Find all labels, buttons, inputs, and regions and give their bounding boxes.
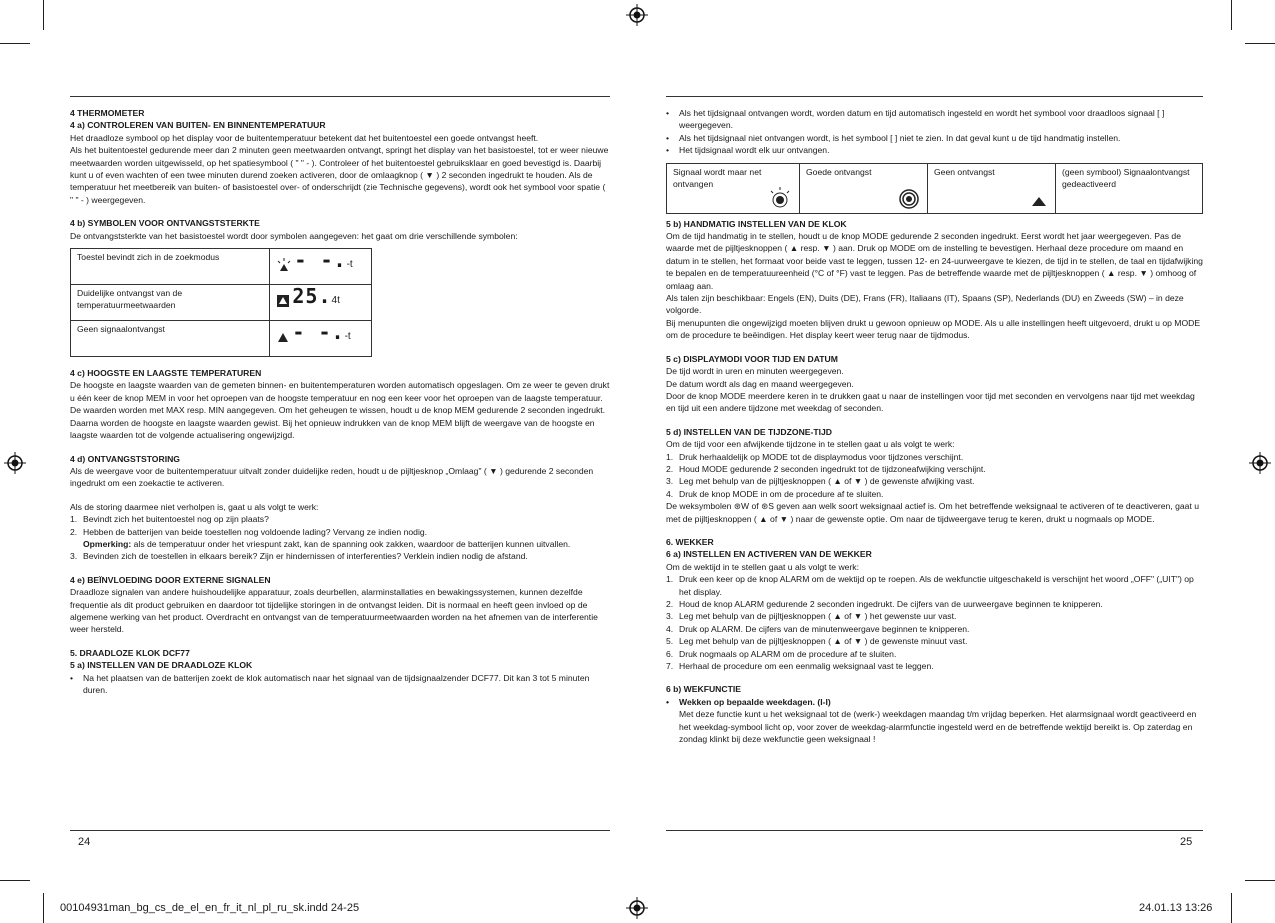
section-title: 6 a) INSTELLEN EN ACTIVEREN VAN DE WEKKER [666,549,872,560]
list-item: 4. Druk de knop MODE in om de procedure af te sluiten. [666,488,884,499]
crop-mark [1231,0,1232,30]
bottom-rule [666,830,1203,831]
table-row [71,249,372,285]
section-title: 6 b) WEKFUNCTIE [666,684,741,695]
paragraph: Met deze functie kunt u het weksignaal tot de (werk-) weekdagen maandag t/m vrijdag beperken. Het alarmsignaal wordt geactiveerd en het weekdag-symbool licht op, voor zover de weekdag-alarmfunctie ingesteld werd en de betreffende wektijd bereikt is. Op zaterdag en zondag klinkt bij deze wekfunctie geen weksignaal ! [679,709,1197,745]
list-item: 7. Herhaal de procedure om een eenmalig weksignaal vast te leggen. [666,661,934,672]
list-item: 5. Leg met behulp van de pijltjesknoppen ( ▲ of ▼ ) de gewenste minuut vast. [666,636,968,647]
list-item: 2. Houd de knop ALARM gedurende 2 seconden ingedrukt. De cijfers van de uurweergave beginnen te knipperen. [666,599,1103,609]
page-number: 24 [78,836,91,848]
paragraph: Als de weergave voor de buitentemperatuur uitvalt zonder duidelijke reden, houdt u de pijltjesknop „Omlaag" ( ▼ ) gedurende 2 seconden ingedrukt om een zoekactie te activeren. [70,465,594,489]
crop-mark [0,43,30,44]
top-rule [70,96,610,97]
crop-mark [1245,880,1275,881]
lcd-unit: 4t [331,295,340,307]
crop-mark [43,0,44,30]
list-item: 1. Bevindt zich het buitentoestel nog op zijn plaats? [70,514,269,525]
paragraph: De waarden worden met MAX resp. MIN aangegeven. Om het geheugen te wissen, houdt u de knop MEM gedurende 2 seconden ingedrukt. Daarna worden de hoogste en laagste waarden gewist. Bij het opnieuw indrukken van de knop MEM blijft de weergave van de hoogste en laagste waarden tot de volgende actualisering ongewijzigd. [70,405,606,441]
list-item: 6. Druk nogmaals op ALARM om de procedure af te sluiten. [666,648,897,659]
paragraph: Als het buitentoestel gedurende meer dan 2 minuten geen meetwaarden ontvangt, springt het display van het basistoestel, tot er weer nieuwe meetwaarden worden uitgewisseld, op het spatiesymbool ( " " - ). Controleer of het buitentoestel gebruiksklaar en goed bevestigd is. Daarbij kunt u of even wachten of een twee minuten durend zoeken activeren, door de omlaagknop ( ▼ ) 2 seconden ingedrukt te houden. Als de temperatuur het meetbereik van buiten- of basistoestel over- of onderschrijdt (zie Technische gegevens), wordt ook het symbool voor spatie ( " " - ) weergegeven. [70,145,609,205]
paragraph: De tijd wordt in uren en minuten weergegeven. [666,366,844,377]
registration-mark-icon [1249,452,1271,474]
list-item: 2. Hebben de batterijen van beide toestellen nog voldoende lading? Vervang ze indien nodig. [70,526,428,537]
section-title: 4 b) SYMBOLEN VOOR ONTVANGSTSTERKTE [70,218,260,229]
table-cell: Geen ontvangst [928,163,1056,213]
note: Opmerking: als de temperatuur onder het vriespunt zakt, kan de spanning ook zakken, waardoor de batterijen kunnen uitvallen. [83,538,571,549]
left-page [70,96,610,696]
reception-symbol-table [70,248,372,357]
table-cell: Duidelijke ontvangst van de temperatuurmeetwaarden [71,285,270,321]
lcd-unit: -t [346,259,353,271]
bottom-rule [70,830,610,831]
list-item: 3. Leg met behulp van de pijltjesknoppen ( ▲ of ▼ ) het gewenste uur vast. [666,611,957,622]
section-title: 4 c) HOOGSTE EN LAAGSTE TEMPERATUREN [70,368,262,379]
page-number: 25 [1180,836,1193,848]
table-cell: Goede ontvangst [800,163,928,213]
paragraph: De weksymbolen ⊛W of ⊛S geven aan welk soort weksignaal actief is. Om het betreffende weksignaal te activeren of te deactiveren, gaat u met de pijltjesknoppen ( ▲ of ▼ ) naar de gewenste optie. Om naar de tijdweergave terug te keren, drukt u nogmaals op MODE. [666,501,1200,524]
list-item: • Als het tijdsignaal ontvangen wordt, worden datum en tijd automatisch ingesteld en wordt het symbool voor draadloos signaal [ ] weergegeven. [666,108,1165,131]
crop-mark [0,880,30,881]
paragraph: Het draadloze symbool op het display voor de buitentemperatuur betekent dat het buitentoestel een goede ontvangst heeft. [70,132,539,143]
registration-mark-icon [4,452,26,474]
paragraph: De datum wordt als dag en maand weergegeven. [666,378,854,389]
lcd-value: - -. [294,248,347,273]
paragraph: Als de storing daarmee niet verholpen is, gaat u als volgt te werk: [70,501,319,512]
list-item: 4. Druk op ALARM. De cijfers van de minutenweergave beginnen te knipperen. [666,623,970,634]
no-reception-icon [1031,195,1047,207]
lcd-value: 25. [292,284,332,309]
weak-signal-icon [769,187,791,209]
paragraph: Om de tijd handmatig in te stellen, houdt u de knop MODE gedurende 2 seconden ingedrukt. Eerst wordt het jaar weergegeven. Pas de waarde met de pijltjesknoppen ( ▲ resp. ▼ ) aan. Druk op MODE om de instelling te bevestigen. Herhaal deze procedure om maand en datum in te stellen, het formaat voor beide vast te leggen, tussen 12- en 24-uurweergave te kiezen, de tijd in te stellen, de taal en tijdafwijking te bepalen en de temperatuureenheid (°C of °F) vast te leggen. Pas de betreffende waarde met de pijltjesknoppen ( ▲ resp. ▼ ) omhoog of omlaag aan. [666,231,1203,291]
list-item: • Na het plaatsen van de batterijen zoekt de klok automatisch naar het signaal van de tijdsignaalzender DCF77. Dit kan 3 tot 5 minuten duren. [70,672,590,695]
section-title: 5 d) INSTELLEN VAN DE TIJDZONE-TIJD [666,426,832,437]
crop-mark [43,893,44,923]
crop-mark [1231,893,1232,923]
paragraph: Om de tijd voor een afwijkende tijdzone in te stellen gaat u als volgt te werk: [666,439,955,450]
list-item: 3. Bevinden zich de toestellen in elkaars bereik? Zijn er hindernissen of interferenties? Verklein indien nodig de afstand. [70,551,528,562]
signal-received-icon [276,294,290,308]
section-title: 5 b) HANDMATIG INSTELLEN VAN DE KLOK [666,218,847,229]
table-row [71,285,372,321]
list-item: 3. Leg met behulp van de pijltjesknoppen ( ▲ of ▼ ) de gewenste afwijking vast. [666,476,975,487]
section-title: 6. WEKKER [666,536,714,547]
good-signal-icon [899,189,919,209]
crop-mark [1245,43,1275,44]
lcd-display-cell [270,249,372,285]
section-title: 4 d) ONTVANGSTSTORING [70,453,180,464]
table-cell: Geen signaalontvangst [71,321,270,357]
table-cell: Toestel bevindt zich in de zoekmodus [71,249,270,285]
section-title: 5. DRAADLOZE KLOK DCF77 [70,647,190,658]
searching-signal-icon [276,258,292,272]
no-signal-icon [276,331,290,343]
top-rule [666,96,1203,97]
paragraph: Als talen zijn beschikbaar: Engels (EN), Duits (DE), Frans (FR), Italiaans (IT), Spaans (SP), Nederlands (DU) en Zweeds (SW) – in deze volgorde. [666,293,1184,316]
table-cell: Signaal wordt maar net ontvangen [667,163,800,213]
table-row [667,163,1203,213]
list-item: 1. Druk een keer op de knop ALARM om de wektijd op te roepen. Als de wekfunctie uitgeschakeld is verschijnt het woord „OFF" („UIT") op het display. [666,574,1194,597]
section-title: 4 e) BEÏNVLOEDING DOOR EXTERNE SIGNALEN [70,574,271,585]
right-page [666,96,1203,745]
list-item: 2. Houd MODE gedurende 2 seconden ingedrukt tot de tijdzoneafwijking verschijnt. [666,463,986,474]
table-cell: (geen symbool) Signaalontvangst gedeactiveerd [1056,163,1203,213]
section-title: 4 a) CONTROLEREN VAN BUITEN- EN BINNENTEMPERATUUR [70,120,326,131]
paragraph: Om de wektijd in te stellen gaat u als volgt te werk: [666,561,859,572]
lcd-display-cell [270,285,372,321]
lcd-value: - -. [292,320,345,345]
signal-status-table [666,163,1203,214]
list-item: 1. Druk herhaaldelijk op MODE tot de displaymodus voor tijdzones verschijnt. [666,451,964,462]
paragraph: Draadloze signalen van andere huishoudelijke apparatuur, zoals deurbellen, alarminstallaties en bewakingssystemen, kunnen dezelfde frequentie als dit product gebruiken en daardoor tot tijdelijke storingen in de ontvangst leiden. Dit is normaal en heeft geen invloed op de algemene werking van het product. Overdracht en ontvangst van de temperatuurmeetwaarden worden na het afnemen van de interferentie weer hersteld. [70,587,598,635]
section-title: 5 a) INSTELLEN VAN DE DRAADLOZE KLOK [70,660,253,671]
lcd-unit: -t [344,331,351,343]
section-title: 4 THERMOMETER [70,108,145,118]
paragraph: De ontvangststerkte van het basistoestel wordt door symbolen aangegeven: het gaat om drie verschillende symbolen: [70,230,518,241]
registration-mark-icon [626,4,648,26]
list-item: • Als het tijdsignaal niet ontvangen wordt, is het symbool [ ] niet te zien. In dat geval kunt u de tijd handmatig instellen. [666,132,1121,143]
list-item: • Het tijdsignaal wordt elk uur ontvangen. [666,145,830,156]
lcd-display-cell [270,321,372,357]
slug-date: 24.01.13 13:26 [1139,902,1213,914]
paragraph: Bij menupunten die ongewijzigd moeten blijven drukt u gewoon opnieuw op MODE. Als u alle instellingen heeft uitgevoerd, drukt u op MODE om de procedure te beëindigen. Het display keert weer terug naar de tijdmodus. [666,317,1201,341]
registration-mark-icon [626,897,648,919]
slug-filename: 00104931man_bg_cs_de_el_en_fr_it_nl_pl_ru_sk.indd 24-25 [60,902,360,914]
paragraph: De hoogste en laagste waarden van de gemeten binnen- en buitentemperaturen worden automatisch opgeslagen. Om ze weer te geven drukt u één keer de knop MEM in voor het oproepen van de hoogste temperatuur en nog een keer voor het oproepen van de laagste temperatuur. [70,380,610,403]
list-item: • Wekken op bepaalde weekdagen. (I-I) [666,696,831,707]
paragraph: Door de knop MODE meerdere keren in te drukken gaat u naar de instellingen voor tijd met seconden en vervolgens naar tijd met weekdag en tijd uit een andere tijdzone met weekdag of seconden. [666,390,1195,414]
table-row [71,321,372,357]
section-title: 5 c) DISPLAYMODI VOOR TIJD EN DATUM [666,353,838,364]
